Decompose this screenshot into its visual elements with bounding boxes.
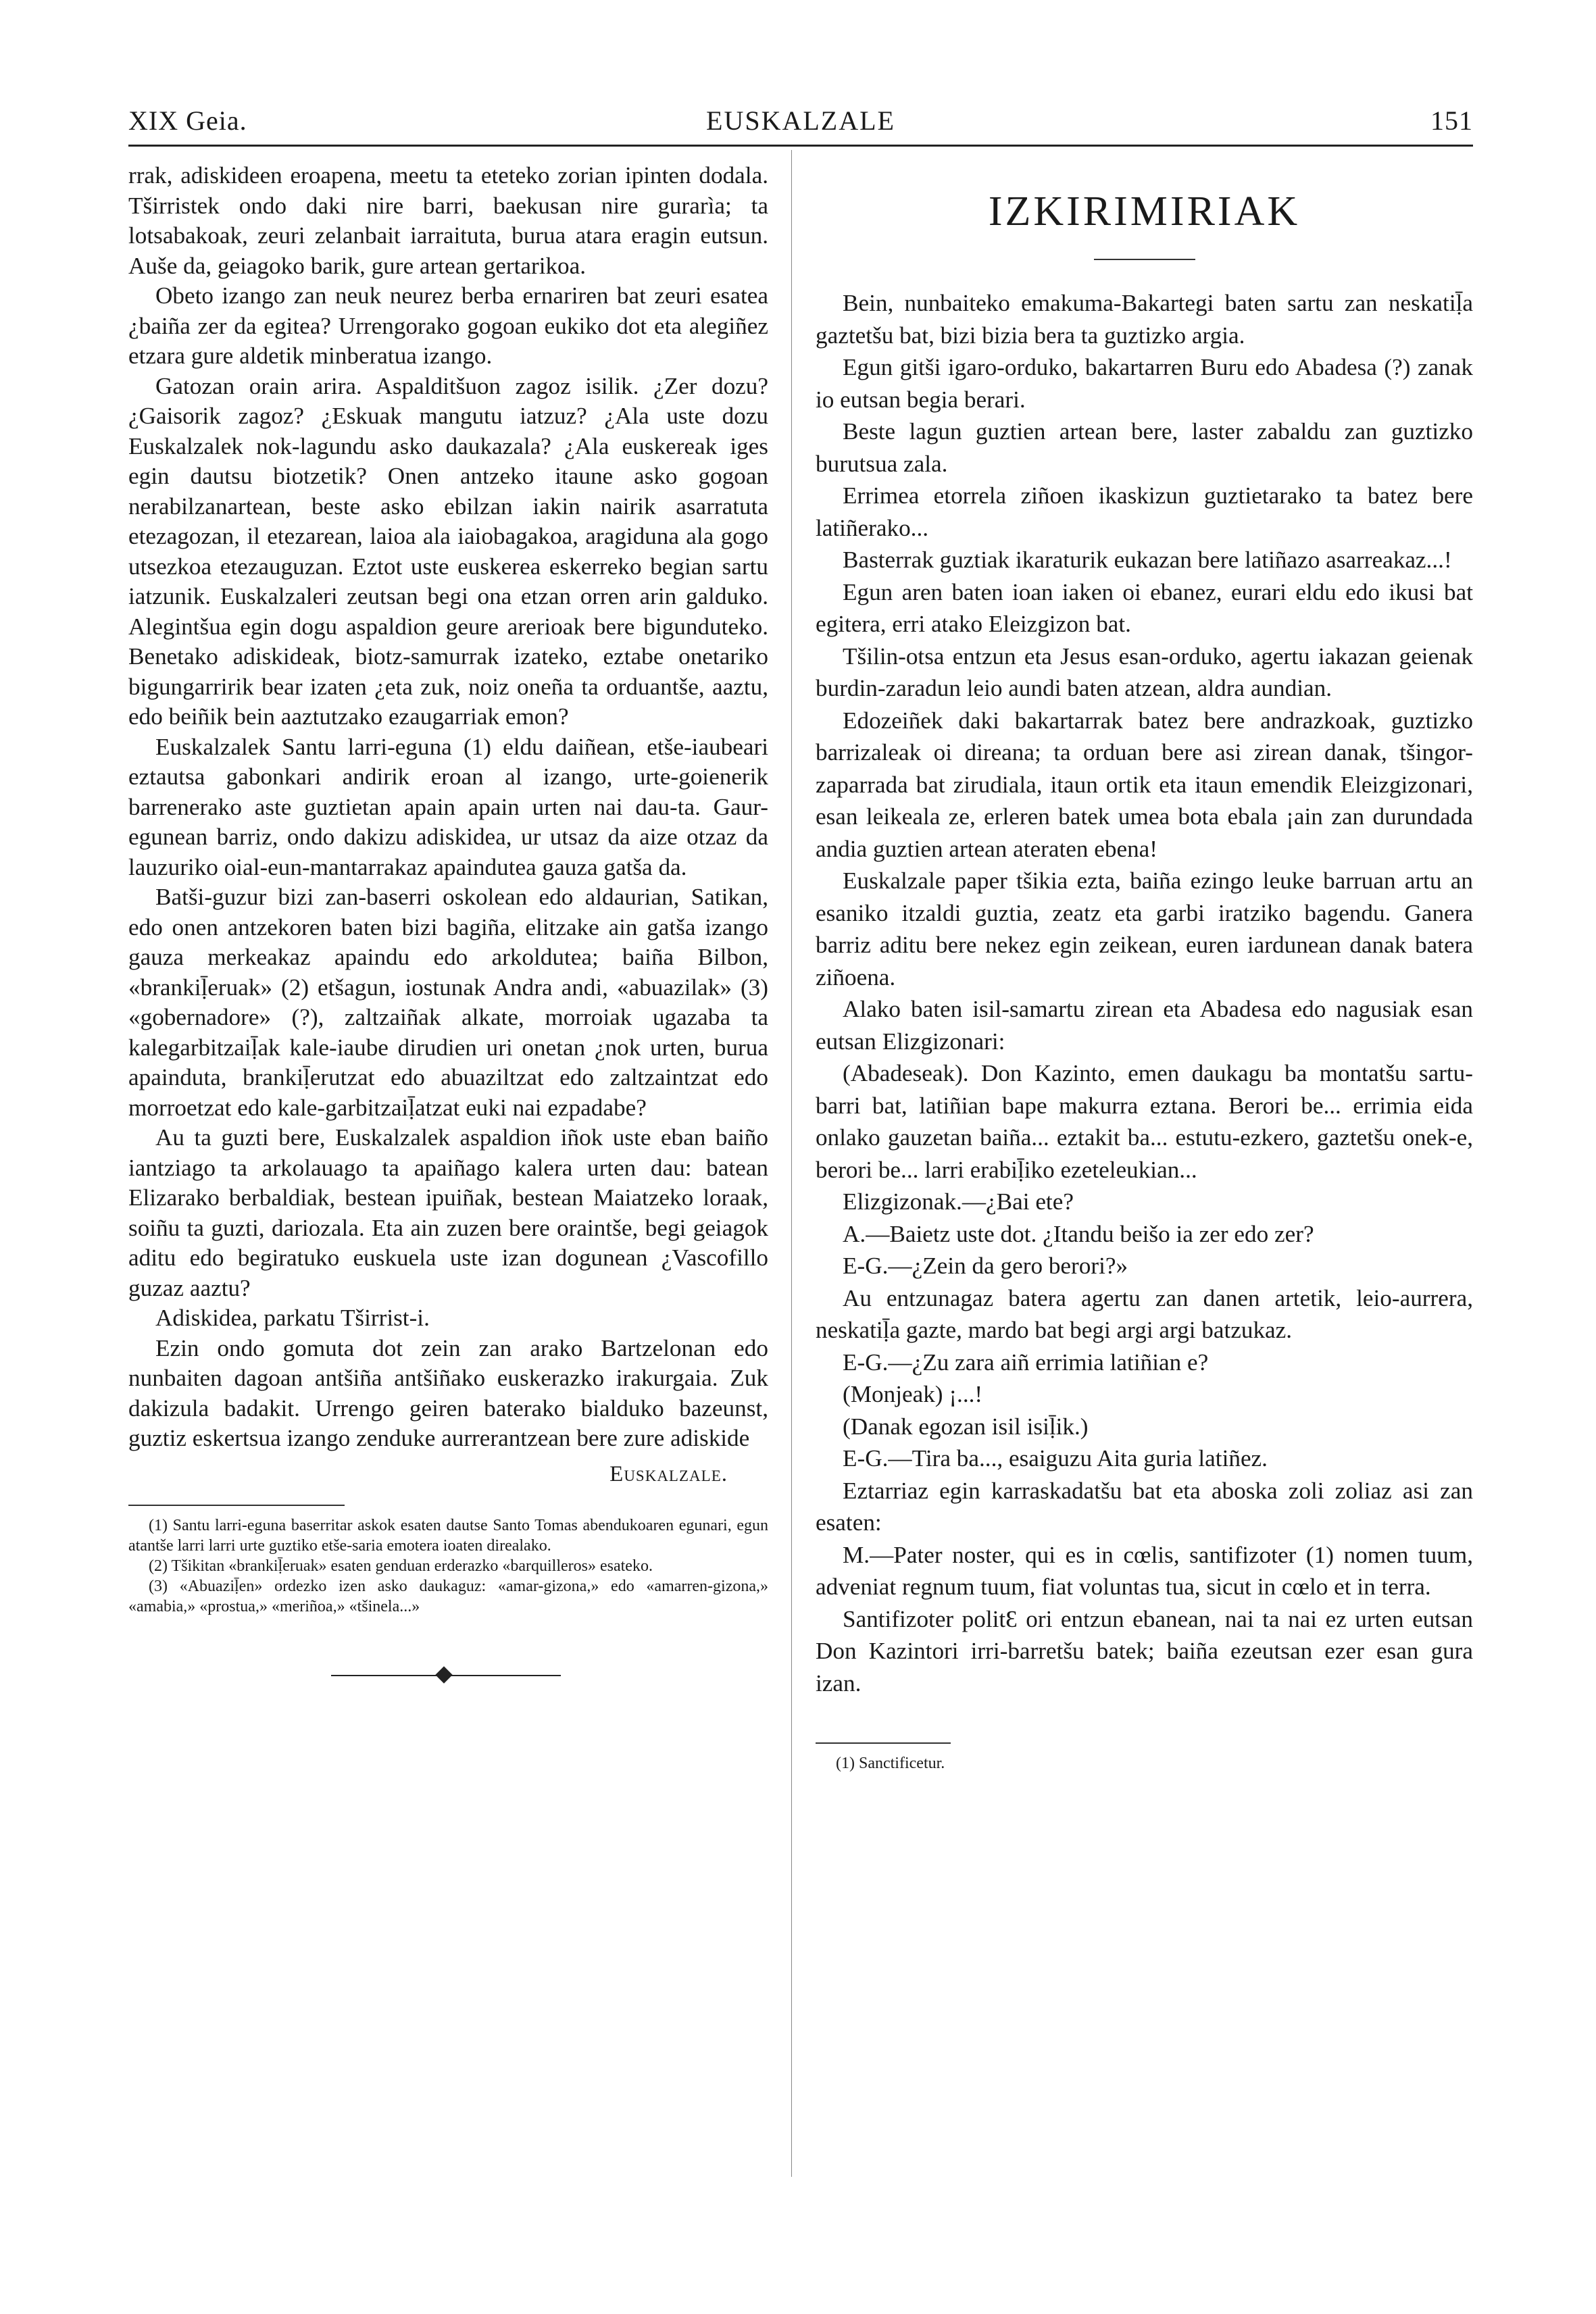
paragraph: rrak, adiskideen eroapena, meetu ta eteteko zorian ipinten dodala. Tširristek ondo daki nire barri, baekusan nire gurarìa; ta lotsabakoak, zeuri zelanbait iarraituta, burua atara eragin eutsun. Auše da, geiagoko barik, gure artean gertarikoa. <box>128 162 768 279</box>
paragraph: Tšilin-otsa entzun eta Jesus esan-orduko, agertu iakazan geienak burdin-zaradun leio aundi baten atzean, aldra aundian. <box>816 643 1473 701</box>
paragraph: Batši-guzur bizi zan-baserri oskolean edo aldaurian, Satikan, edo onen antzekoren baten bizi bagiña, elitzake ain gatša izango gauza merkeakaz apaindu edo arkoldutea; baiña Bilbon, «brankiḹeruak» (2) etšagun, iostunak Andra andi, «abuazilak» (3) «gobernadore» (?), zaltzaiñak alkate, morroiak ugazaba ta kalegarbitzaiḹak kale-iaube dirudien uri onetan ¿nok urten, burua apainduta, brankiḹerutzat edo abuaziltzat edo zaltzaintzat edo morroetzat edo kale-garbitzaiḹatzat euki nai ezpadabe? <box>128 884 768 1121</box>
paragraph: Eztarriaz egin karraskadatšu bat eta aboska zoli zoliaz asi zan esaten: <box>816 1477 1473 1536</box>
footnote: (3) «Abuaziḹen» ordezko izen asko daukaguz: «amar-gizona,» edo «amarren-gizona,» «amabia,» «prostua,» «meriñoa,» «tšinela...» <box>128 1577 768 1615</box>
paragraph: Elizgizonak.—¿Bai ete? <box>843 1188 1074 1215</box>
paragraph: (Danak egozan isil isiḹik.) <box>843 1413 1089 1440</box>
section-title: IZKIRIMIRIAK <box>988 188 1301 234</box>
left-article-body <box>128 161 768 1454</box>
paragraph: E-G.—¿Zein da gero berori?» <box>843 1253 1128 1279</box>
paragraph: Alako baten isil-samartu zirean eta Abadesa edo nagusiak esan eutsan Elizgizonari: <box>816 996 1473 1055</box>
paragraph: Euskalzale paper tšikia ezta, baiña ezingo leuke barruan artu an esaniko itzaldi guztia, zeatz eta garbi iratziko bagendu. Ganera barriz aditu bere nekez egin zeikean, euren iardunean danak batera ziñoena. <box>816 867 1473 990</box>
signature: Euskalzale. <box>609 1461 728 1486</box>
paragraph: M.—Pater noster, qui es in cœlis, santifizoter (1) nomen tuum, adveniat regnum tuum, fiat voluntas tua, sicut in cœlo et in terra. <box>816 1541 1473 1600</box>
paragraph: (Abadeseak). Don Kazinto, emen daukagu ba montatšu sartu-barri bat, latiñian bape makurra eztana. Berori be... errimia eida onlako gauzetan baiña... eztakit ba... estutu-ezkero, gaztetšu onek-e, berori be... larri erabiḹiko ezeteleukian... <box>816 1060 1473 1183</box>
left-footnotes <box>128 1515 768 1617</box>
footnote-rule <box>816 1742 951 1744</box>
footnote-rule <box>128 1505 345 1506</box>
right-article-body <box>816 287 1473 1699</box>
paragraph: (Monjeak) ¡...! <box>843 1381 983 1407</box>
ornament-diamond-icon <box>435 1666 452 1683</box>
page-header <box>128 105 1473 145</box>
column-divider <box>791 150 792 2177</box>
paragraph: Ezin ondo gomuta dot zein zan arako Bartzelonan edo nunbaiten dagoan antšiña antšiñako euskerazko irakurgaia. Zuk dakizula badakit. Urrengo geiren baterako bialduko bazeunst, guztiz eskertsua izango zenduke aurrerantzean bere zure adiskide <box>128 1334 768 1451</box>
paragraph: E-G.—Tira ba..., esaiguzu Aita guria latiñez. <box>843 1445 1268 1472</box>
paragraph: Errimea etorrela ziñoen ikaskizun guztietarako ta batez bere latiñerako... <box>816 482 1473 541</box>
volume-label: XIX Geia. <box>128 105 247 136</box>
paragraph: Au entzunagaz batera agertu zan danen artetik, leio-aurrera, neskatiḹa gazte, mardo bat begi argi argi batzukaz. <box>816 1284 1473 1343</box>
paragraph: Beste lagun guztien artean bere, laster zabaldu zan guztizko burutsua zala. <box>816 418 1473 477</box>
paragraph: Adiskidea, parkatu Tširrist-i. <box>155 1305 430 1331</box>
left-column <box>128 161 768 1686</box>
paragraph: A.—Baietz uste dot. ¿Itandu beišo ia zer edo zer? <box>843 1220 1314 1247</box>
paragraph: Basterrak guztiak ikaraturik eukazan bere latiñazo asarreakaz...! <box>843 547 1452 573</box>
footnote: (1) Sanctificetur. <box>836 1755 945 1772</box>
footnote: (2) Tšikitan «brankiḹeruak» esaten genduan erderazko «barquilleros» esateko. <box>149 1557 653 1575</box>
header-rule <box>128 145 1473 147</box>
right-column <box>816 161 1473 1774</box>
journal-title: EUSKALZALE <box>706 105 895 136</box>
paragraph: Bein, nunbaiteko emakuma-Bakartegi baten sartu zan neskatiḹa gaztetšu bat, bizi bizia bera ta guztizko argia. <box>816 290 1473 349</box>
paragraph: Au ta guzti bere, Euskalzalek aspaldion iñok uste eban baiño iantziago ta arkolauago ta apaiñago kalera urten dau: batean Elizarako berbaldiak, bestean ipuiñak, bestean Maiatzeko loraak, soiñu ta guzti, dariozala. Eta ain zuzen bere oraintše, begi geiagok aditu edo begiratuko euskuela uste izan dogunean ¿Vascofillo guzaz aaztu? <box>128 1124 768 1301</box>
footnote: (1) Santu larri-eguna baserritar askok esaten dautse Santo Tomas abendukoaren egunari, egun atantše larri larri urte guztiko etše-saria emotera ioaten direalako. <box>128 1516 768 1555</box>
paragraph: Egun aren baten ioan iaken oi ebanez, eurari eldu edo ikusi bat egitera, erri atako Eleizgizon bat. <box>816 578 1473 637</box>
page-number: 151 <box>1430 105 1473 136</box>
paragraph: Gatozan orain arira. Aspalditšuon zagoz isilik. ¿Zer dozu? ¿Gaisorik zagoz? ¿Eskuak mangutu iatzuz? ¿Ala uste dozu Euskalzalek nok-lagundu asko daukazala? ¿Ala euskereak iges egin dautsu biotzetik? Onen antzeko itaune asko gogoan nerabilzanartean, beste asko ebilzan iakin nairik asarratuta etezagozan, il etezarean, laioa ala iaiobagakoa, aragiduna ala gogo utsezkoa etezauguzan. Eztot uste euskerea eskerreko begian sartu iatzunik. Euskalzaleri zeutsan begi ona etzan orren arin galduko. Alegintšua egin dogu aspaldion geure arerioak bere bigunduteko. Benetako adiskideak, biotz-samurrak izateko, eztabe onetariko bigungarririk bear izaten ¿eta zuk, noiz oneña ta orduantše, aaztu, edo beiñik bein aaztutzako ezaugarriak emon? <box>128 372 768 730</box>
paragraph: Obeto izango zan neuk neurez berba ernariren bat zeuri esatea ¿baiña zer da egitea? Urrengorako gogoan eukiko dot eta alegiñez etzara gure aldetik minberatua izango. <box>128 282 768 369</box>
paragraph: Edozeiñek daki bakartarrak batez bere andrazkoak, guztizko barrizaleak oi direana; ta orduan bere asi zirean danak, tšingor-zaparrada bat zirudiala, itaun ortik eta itaun emendik Eleizgizonari, esan leikeala ze, erleren batek umea bota ebala ¡ain zan durundada andia guztien artean ateraten ebena! <box>816 707 1473 862</box>
paragraph: Santifizoter politƐ ori entzun ebanean, nai ta nai ez urten eutsan Don Kazintori irri-barretšu batek; baiña ezeutsan ezer esan gura izan. <box>816 1605 1473 1696</box>
title-rule <box>1094 259 1195 260</box>
paragraph: E-G.—¿Zu zara aiñ errimia latiñian e? <box>843 1349 1209 1376</box>
paragraph: Egun gitši igaro-orduko, bakartarren Buru edo Abadesa (?) zanak io eutsan begia berari. <box>816 354 1473 413</box>
paragraph: Euskalzalek Santu larri-eguna (1) eldu daiñean, etše-iaubeari eztautsa gabonkari andirik eroan al izango, urte-goienerik barrenerako aste guztietan apain apain urten nai dau-ta. Gaur-egunean barriz, ondo dakizu adiskidea, ur utsaz da aize otzaz da lauzuriko oial-eun-mantarrakaz apaindutea gauza gatša da. <box>128 733 768 880</box>
end-ornament <box>128 1665 768 1686</box>
right-footnotes <box>816 1753 1473 1774</box>
